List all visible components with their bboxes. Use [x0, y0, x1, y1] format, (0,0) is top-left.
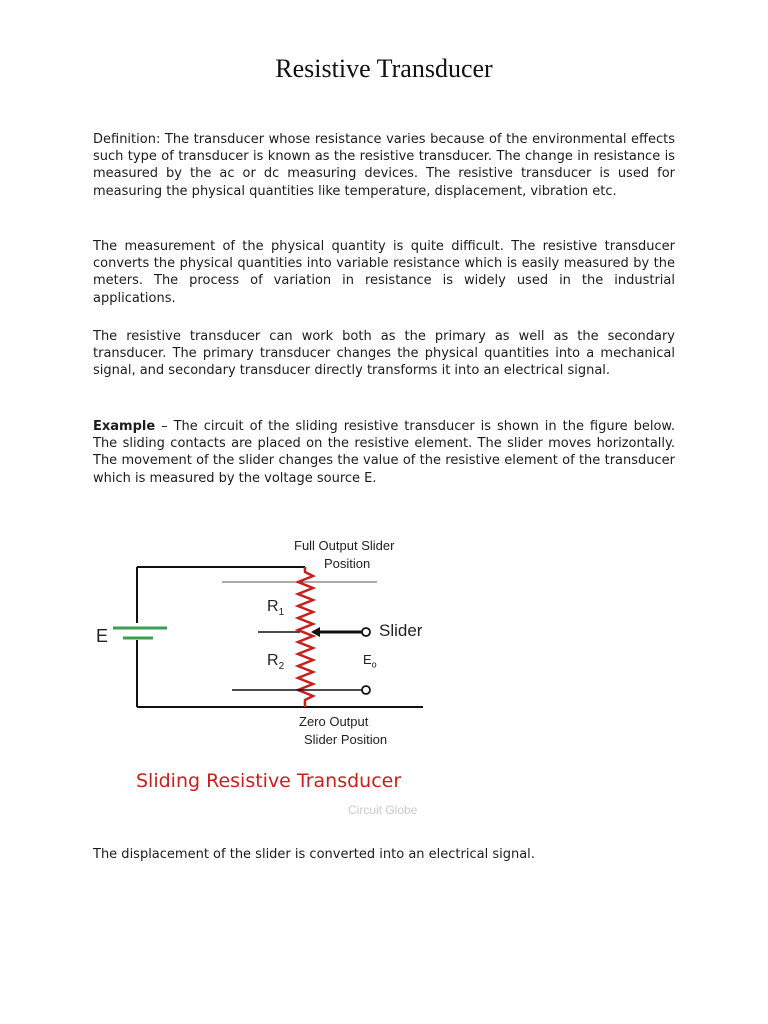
circuit-figure [90, 530, 470, 830]
paragraph-definition: Definition: The transducer whose resistance varies because of the environmental effects such type of transducer is known as the resistive transducer. The change in resistance is measured by the ac or dc measuring devices. The resistive transducer is used for measuring the physical quantities like temperature, displacement, vibration etc. [93, 132, 675, 199]
paragraph-primary-secondary: The resistive transducer can work both as the primary as well as the secondary transducer. The primary transducer changes the physical quantities into a mechanical signal, and secondary transducer directly transforms it into an electrical signal. [93, 329, 675, 379]
r2-label: $R_2$ [267, 652, 285, 673]
slider-label: Slider [379, 621, 423, 640]
example-body: – The circuit of the sliding resistive transducer is shown in the figure below. The sliding contacts are placed on the resistive element. The slider moves horizontally. The movement of the slider changes the value of the resistive element of the transducer which is measured by the voltage source E. [93, 419, 675, 486]
example-label: Example [93, 419, 156, 434]
resistor-element [298, 567, 313, 707]
slider-terminal [362, 628, 370, 636]
figure-credit: Circuit Globe [348, 803, 418, 817]
paragraph-example [93, 418, 675, 487]
eo-label: $E_o$ [363, 652, 377, 670]
figure-caption: Sliding Resistive Transducer [136, 770, 402, 792]
output-terminal [362, 686, 370, 694]
zero-output-label-line2: Slider Position [304, 732, 388, 747]
r2-subscript: 2 [278, 661, 285, 673]
paragraph-conclusion: The displacement of the slider is converted into an electrical signal. [93, 847, 535, 862]
eo-subscript: o [371, 659, 377, 670]
r1-subscript: 1 [278, 607, 285, 619]
full-output-label-line1: Full Output Slider [294, 538, 395, 553]
source-e-label: E [96, 626, 109, 646]
paragraph-measurement: The measurement of the physical quantity is quite difficult. The resistive transducer converts the physical quantities into variable resistance which is easily measured by the meters. The process of variation in resistance is widely used in the industrial applications. [93, 239, 675, 306]
full-output-label-line2: Position [324, 556, 371, 571]
zero-output-label-line1: Zero Output [299, 714, 369, 729]
page-title: Resistive Transducer [275, 54, 493, 83]
r1-label: $R_1$ [267, 598, 285, 619]
